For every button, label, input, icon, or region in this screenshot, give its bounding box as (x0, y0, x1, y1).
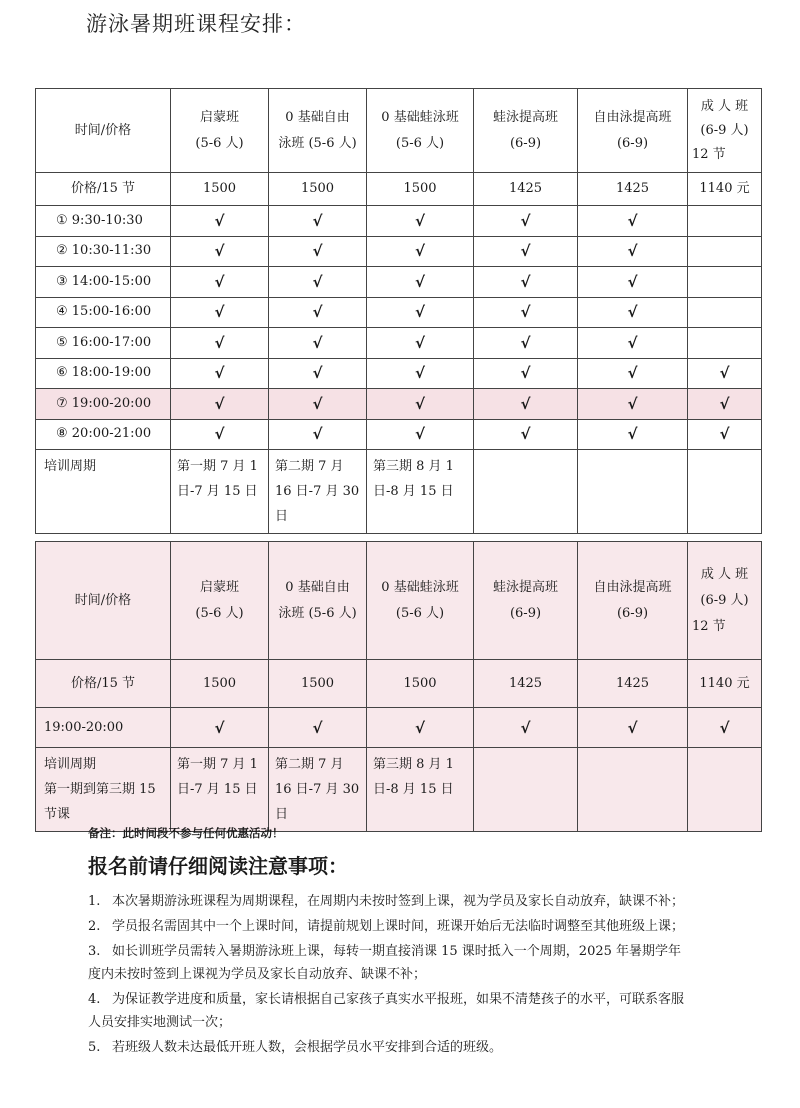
notice-list (88, 890, 688, 1061)
price-row (36, 660, 762, 708)
period-cell: 第二期 7 月 16 日-7 月 30 日 (269, 748, 367, 832)
slot-row (36, 206, 762, 237)
class-size: (6-9) (616, 605, 649, 621)
slot-label: ⑥ 18:00-19:00 (36, 358, 171, 389)
class-name: 启蒙班 (199, 109, 239, 125)
check-mark: √ (578, 358, 688, 389)
check-mark: √ (269, 419, 367, 450)
price-cell: 1140 元 (688, 660, 762, 708)
header-row (36, 89, 762, 173)
header-row (36, 542, 762, 660)
remark-note: 备注：此时间段不参与任何优惠活动！ (88, 826, 284, 840)
class-size: (5-6 人) (395, 605, 445, 621)
class-extra: 12 节 (692, 146, 726, 162)
check-mark: √ (474, 389, 578, 420)
check-mark: √ (578, 328, 688, 359)
check-mark: √ (578, 708, 688, 748)
check-mark: √ (269, 267, 367, 298)
class-header (367, 542, 474, 660)
price-cell: 1500 (367, 173, 474, 206)
check-mark: √ (171, 419, 269, 450)
check-mark: √ (688, 358, 762, 389)
check-mark: √ (171, 328, 269, 359)
slot-rows (36, 206, 762, 450)
empty-cell (688, 328, 762, 359)
page-title: 游泳暑期班课程安排： (86, 12, 306, 36)
class-size: (5-6 人) (395, 135, 445, 151)
check-mark: √ (578, 236, 688, 267)
class-header (171, 542, 269, 660)
class-header (474, 542, 578, 660)
slot-label: ④ 15:00-16:00 (36, 297, 171, 328)
class-header (474, 89, 578, 173)
check-mark: √ (688, 419, 762, 450)
class-header (171, 89, 269, 173)
price-cell: 1425 (474, 660, 578, 708)
price-cell: 1140 元 (688, 173, 762, 206)
class-header (578, 89, 688, 173)
check-mark: √ (171, 389, 269, 420)
check-mark: √ (171, 267, 269, 298)
class-name: 0 基础蛙泳班 (381, 109, 459, 125)
notice-item: 5. 若班级人数未达最低开班人数，会根据学员水平安排到合适的班级。 (88, 1040, 503, 1055)
class-size: (6-9 人) (700, 122, 749, 138)
check-mark: √ (474, 206, 578, 237)
slot-row (36, 328, 762, 359)
class-header (269, 89, 367, 173)
notice-heading: 报名前请仔细阅读注意事项： (88, 854, 348, 878)
price-cell: 1425 (578, 660, 688, 708)
empty-cell (688, 297, 762, 328)
check-mark: √ (367, 297, 474, 328)
empty-cell (688, 748, 762, 832)
price-cell: 1500 (367, 660, 474, 708)
notice-item: 3. 如长训班学员需转入暑期游泳班上课，每转一期直接消课 15 课时抵入一个周期，2025 年暑期学年度内未按时签到上课视为学员及家长自动放弃、缺课不补； (88, 944, 682, 982)
check-mark: √ (367, 419, 474, 450)
check-mark: √ (269, 236, 367, 267)
slot-row (36, 236, 762, 267)
slot-row (36, 708, 762, 748)
check-mark: √ (269, 297, 367, 328)
check-mark: √ (367, 236, 474, 267)
class-header (688, 89, 762, 173)
check-mark: √ (578, 419, 688, 450)
class-size: (6-9) (509, 135, 542, 151)
slot-label: ⑤ 16:00-17:00 (36, 328, 171, 359)
check-mark: √ (578, 267, 688, 298)
price-cell: 1500 (171, 173, 269, 206)
check-mark: √ (474, 419, 578, 450)
check-mark: √ (688, 389, 762, 420)
class-name: 成 人 班 (700, 566, 749, 582)
check-mark: √ (578, 297, 688, 328)
check-mark: √ (269, 358, 367, 389)
price-cell: 1425 (474, 173, 578, 206)
price-row (36, 173, 762, 206)
check-mark: √ (269, 206, 367, 237)
slot-label: ③ 14:00-15:00 (36, 267, 171, 298)
slot-label: ② 10:30-11:30 (36, 236, 171, 267)
slot-label: ⑧ 20:00-21:00 (36, 419, 171, 450)
slot-row (36, 267, 762, 298)
price-cell: 1500 (269, 660, 367, 708)
class-size: (5-6 人) (195, 135, 244, 151)
check-mark: √ (367, 328, 474, 359)
check-mark: √ (474, 358, 578, 389)
slot-row (36, 389, 762, 420)
slot-label: ① 9:30-10:30 (36, 206, 171, 237)
period-cell: 第二期 7 月 16 日-7 月 30 日 (269, 450, 367, 534)
check-mark: √ (474, 236, 578, 267)
price-label: 价格/15 节 (36, 660, 171, 708)
period-row (36, 748, 762, 832)
period-cell: 第一期 7 月 1 日-7 月 15 日 (171, 748, 269, 832)
class-size: (6-9) (509, 605, 542, 621)
check-mark: √ (367, 708, 474, 748)
check-mark: √ (474, 708, 578, 748)
check-mark: √ (171, 708, 269, 748)
check-mark: √ (269, 708, 367, 748)
check-mark: √ (578, 389, 688, 420)
empty-cell (578, 450, 688, 534)
check-mark: √ (474, 297, 578, 328)
schedule-table-evening-slot (35, 541, 762, 832)
class-name: 蛙泳提高班 (492, 579, 558, 595)
check-mark: √ (474, 267, 578, 298)
check-mark: √ (269, 389, 367, 420)
slot-label: ⑦ 19:00-20:00 (36, 389, 171, 420)
schedule-table-all-slots (35, 88, 762, 534)
period-label: 培训周期 第一期到第三期 15 节课 (36, 748, 171, 832)
empty-cell (688, 236, 762, 267)
check-mark: √ (367, 358, 474, 389)
class-name: 成 人 班 (700, 98, 749, 114)
empty-cell (474, 748, 578, 832)
check-mark: √ (171, 236, 269, 267)
check-mark: √ (367, 267, 474, 298)
period-cell: 第三期 8 月 1 日-8 月 15 日 (367, 748, 474, 832)
price-cell: 1500 (269, 173, 367, 206)
check-mark: √ (474, 328, 578, 359)
class-size: 泳班 (5-6 人) (278, 135, 357, 151)
check-mark: √ (171, 358, 269, 389)
class-header (688, 542, 762, 660)
notice-item: 2. 学员报名需固其中一个上课时间，请提前规划上课时间，班课开始后无法临时调整至其他班级上课； (88, 919, 685, 934)
check-mark: √ (269, 328, 367, 359)
class-name: 蛙泳提高班 (492, 109, 558, 125)
class-name: 0 基础自由 (285, 579, 350, 595)
check-mark: √ (367, 206, 474, 237)
check-mark: √ (688, 708, 762, 748)
price-cell: 1500 (171, 660, 269, 708)
slot-label: 19:00-20:00 (36, 708, 171, 748)
class-header (367, 89, 474, 173)
check-mark: √ (171, 206, 269, 237)
notice-item: 1. 本次暑期游泳班课程为周期课程，在周期内未按时签到上课，视为学员及家长自动放弃，缺课不补； (88, 894, 685, 909)
class-size: (6-9 人) (700, 592, 749, 608)
period-cell: 第一期 7 月 1 日-7 月 15 日 (171, 450, 269, 534)
check-mark: √ (367, 389, 474, 420)
period-cell: 第三期 8 月 1 日-8 月 15 日 (367, 450, 474, 534)
empty-cell (688, 206, 762, 237)
empty-cell (688, 450, 762, 534)
corner-header: 时间/价格 (36, 542, 171, 660)
corner-header: 时间/价格 (36, 89, 171, 173)
check-mark: √ (171, 297, 269, 328)
class-header (578, 542, 688, 660)
class-name: 0 基础自由 (285, 109, 350, 125)
price-label: 价格/15 节 (36, 173, 171, 206)
class-name: 0 基础蛙泳班 (381, 579, 459, 595)
slot-row (36, 419, 762, 450)
class-header (269, 542, 367, 660)
slot-row (36, 297, 762, 328)
class-name: 自由泳提高班 (593, 579, 672, 595)
class-size: (5-6 人) (195, 605, 244, 621)
class-extra: 12 节 (692, 618, 726, 634)
class-name: 自由泳提高班 (593, 109, 672, 125)
empty-cell (578, 748, 688, 832)
period-row (36, 450, 762, 534)
notice-item: 4. 为保证教学进度和质量，家长请根据自己家孩子真实水平报班，如果不清楚孩子的水平，可联系客服人员安排实地测试一次； (88, 992, 685, 1030)
class-size: 泳班 (5-6 人) (278, 605, 357, 621)
period-label: 培训周期 (36, 450, 171, 534)
check-mark: √ (578, 206, 688, 237)
class-name: 启蒙班 (199, 579, 239, 595)
slot-row (36, 358, 762, 389)
empty-cell (688, 267, 762, 298)
empty-cell (474, 450, 578, 534)
price-cell: 1425 (578, 173, 688, 206)
class-size: (6-9) (616, 135, 649, 151)
